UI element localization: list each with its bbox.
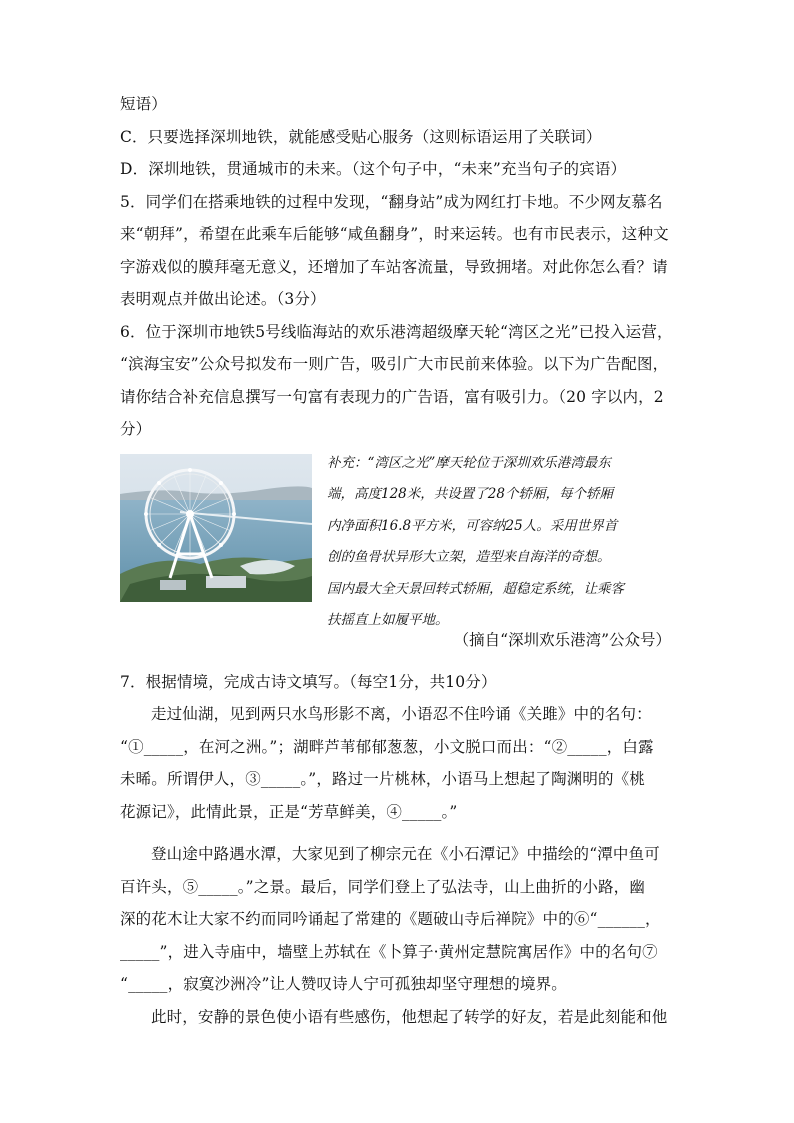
question-7-line: 未晞。所谓伊人，③_____。”，路过一片桃林，小语马上想起了陶渊明的《桃: [120, 770, 645, 788]
question-7-line: 登山途中路遇水潭，大家见到了柳宗元在《小石潭记》中描绘的“潭中鱼可: [151, 845, 660, 863]
note-line: 补充：“湾区之光”摩天轮位于深圳欢乐港湾最东: [327, 454, 611, 471]
question-5-line: 表明观点并做出论述。（3分）: [120, 290, 326, 308]
text-line: 短语）: [120, 95, 167, 113]
ferris-wheel-photo: [120, 454, 312, 602]
question-7-line: “_____，寂寞沙洲冷”让人赞叹诗人宁可孤独却坚守理想的境界。: [120, 975, 567, 993]
figure-row: [120, 450, 676, 666]
option-c: C．只要选择深圳地铁，就能感受贴心服务（这则标语运用了关联词）: [120, 127, 602, 146]
question-5-line: 5．同学们在搭乘地铁的过程中发现，“翻身站”成为网红打卡地。不少网友慕名: [120, 192, 663, 211]
question-5-line: 字游戏似的膜拜毫无意义，还增加了车站客流量，导致拥堵。对此你怎么看？请: [120, 257, 668, 276]
option-d: D．深圳地铁，贯通城市的未来。（这个句子中，“未来”充当句子的宾语）: [120, 160, 627, 178]
question-6-line: “滨海宝安”公众号拟发布一则广告，吸引广大市民前来体验。以下为广告配图，: [120, 355, 669, 373]
question-7-line: 花源记》，此情此景，正是“芳草鲜美，④_____。”: [120, 802, 458, 821]
question-6-line: 分）: [120, 420, 152, 438]
question-7-line: 百许头，⑤_____。”之景。最后，同学们登上了弘法寺，山上曲折的小路，幽: [120, 877, 645, 896]
question-7-line: 深的花木让大家不约而同吟诵起了常建的《题破山寺后禅院》中的⑥“______，: [120, 910, 661, 928]
question-6-line: 6．位于深圳市地铁5号线临海站的欢乐港湾超级摩天轮“湾区之光”已投入运营，: [120, 322, 673, 341]
content: [120, 88, 676, 1033]
question-6-line: 请你结合补充信息撰写一句富有表现力的广告语，富有吸引力。（20 字以内，2: [120, 387, 664, 406]
supplement-note: [327, 448, 677, 637]
note-line: 内净面积16.8平方米，可容纳25人。采用世界首: [327, 517, 618, 534]
question-7-line: 此时，安静的景色使小语有些感伤，他想起了转学的好友，若是此刻能和他: [151, 1007, 668, 1026]
note-line: 创的鱼骨状异形大立架，造型来自海洋的奇想。: [327, 549, 611, 565]
note-line: 端，高度128米，共设置了28个轿厢，每个轿厢: [327, 486, 613, 502]
question-7-title: 7．根据情境，完成古诗文填写。（每空1分，共10分）: [120, 672, 497, 691]
question-7-line: _____”，进入寺庙中，墙壁上苏轼在《卜算子·黄州定慧院寓居作》中的名句⑦: [120, 942, 658, 961]
note-line: 扶摇直上如履平地。: [327, 612, 449, 628]
source-citation: （摘自“深圳欢乐港湾”公众号）: [453, 630, 671, 649]
paragraph-gap: [120, 828, 676, 838]
question-7-line: 走过仙湖，见到两只水鸟形影不离，小语忍不住吟诵《关雎》中的名句：: [151, 705, 652, 723]
question-5-line: 来“朝拜”，希望在此乘车后能够“咸鱼翻身”，时来运转。也有市民表示，这种文: [120, 225, 669, 243]
question-7-line: “①_____，在河之洲。”；湖畔芦苇郁郁葱葱，小文脱口而出：“②_____，白露: [120, 737, 654, 756]
note-line: 国内最大全天景回转式轿厢，超稳定系统，让乘客: [327, 580, 624, 597]
